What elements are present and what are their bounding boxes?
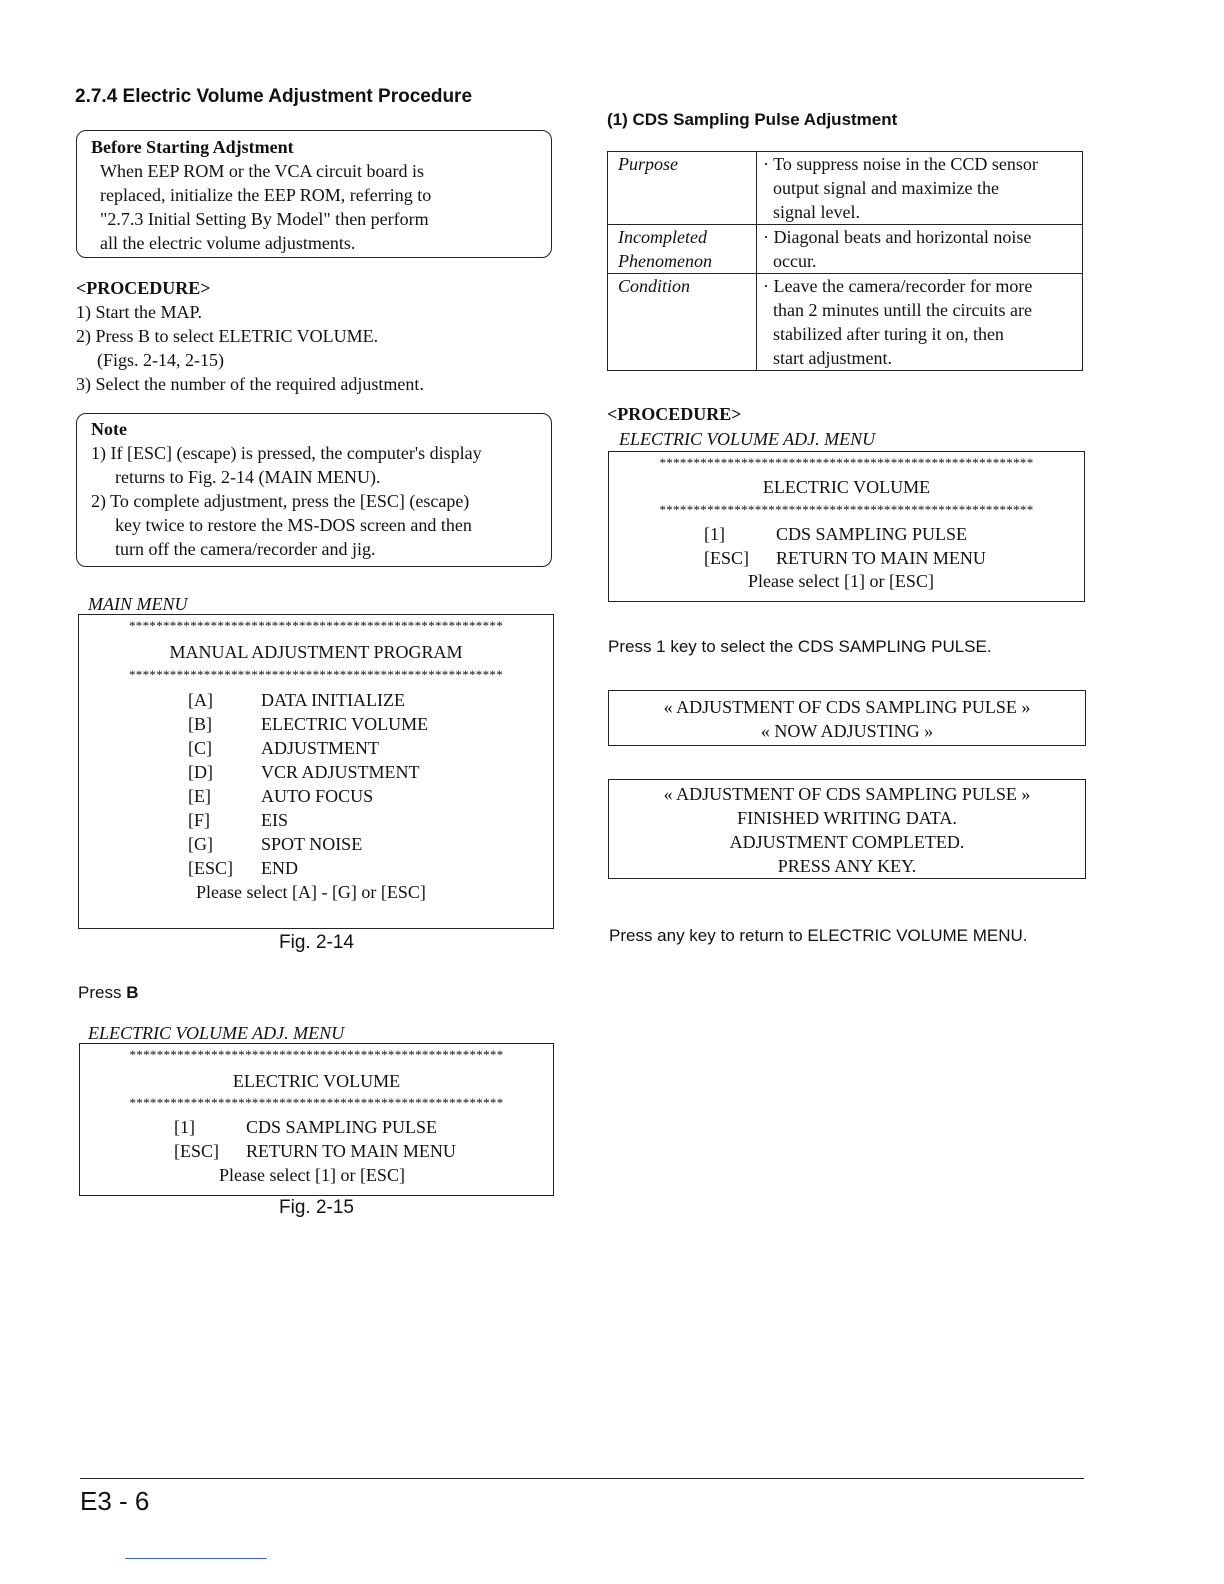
ev-menu-caption: ELECTRIC VOLUME ADJ. MENU [88, 1023, 345, 1043]
stars-divider: ******************************************************* [659, 502, 1034, 517]
spec-label-line: Purpose [618, 154, 678, 174]
spec-text [757, 152, 1083, 225]
menu-key: [1] [704, 524, 725, 544]
note-items [91, 441, 482, 561]
menu-item-f[interactable] [188, 808, 428, 832]
press-b-prefix: Press [78, 983, 127, 1002]
spec-row-condition [608, 274, 1083, 371]
menu-key: [F] [188, 810, 210, 830]
ev-menu-items [704, 522, 986, 570]
main-menu-prompt: Please select [A] - [G] or [ESC] [196, 882, 426, 902]
menu-label: CDS SAMPLING PULSE [776, 524, 968, 544]
ev-menu-caption-right: ELECTRIC VOLUME ADJ. MENU [619, 429, 876, 449]
adjusting-line: « NOW ADJUSTING » [760, 721, 934, 741]
menu-item-e[interactable] [188, 784, 428, 808]
finished-line: « ADJUSTMENT OF CDS SAMPLING PULSE » [663, 784, 1031, 804]
ev-menu-title: ELECTRIC VOLUME [762, 477, 931, 497]
adjusting-line: « ADJUSTMENT OF CDS SAMPLING PULSE » [663, 697, 1031, 717]
menu-key: [E] [188, 786, 211, 806]
stars-divider: ******************************************************* [129, 667, 503, 682]
main-menu-screen [78, 614, 554, 929]
finished-line: PRESS ANY KEY. [777, 856, 917, 876]
fig-caption: Fig. 2-15 [279, 1197, 354, 1218]
menu-label: SPOT NOISE [261, 834, 363, 854]
press-any-text: Press any key to return to ELECTRIC VOLUME MENU. [609, 926, 1028, 945]
footer-link-rule [125, 1558, 267, 1559]
procedure-title: <PROCEDURE> [76, 278, 211, 298]
menu-item-d[interactable] [188, 760, 428, 784]
main-menu-caption: MAIN MENU [88, 594, 188, 614]
spec-row-purpose [608, 152, 1083, 225]
before-line: "2.7.3 Initial Setting By Model" then perform [100, 209, 429, 229]
ev-menu-screen [79, 1043, 554, 1196]
spec-line: than 2 minutes untill the circuits are [773, 300, 1032, 320]
main-menu-title: MANUAL ADJUSTMENT PROGRAM [169, 642, 463, 662]
note-item: turn off the camera/recorder and jig. [115, 539, 376, 559]
menu-key: [A] [188, 690, 213, 710]
menu-item-a[interactable] [188, 688, 428, 712]
menu-key: [ESC] [188, 858, 233, 878]
finished-line: FINISHED WRITING DATA. [737, 808, 957, 828]
before-starting-box [76, 130, 552, 258]
before-line: all the electric volume adjustments. [100, 233, 356, 253]
menu-label: EIS [261, 810, 288, 830]
spec-line: stabilized after turing it on, then [773, 324, 1004, 344]
procedure-step: 1) Start the MAP. [76, 302, 202, 322]
menu-item-esc[interactable] [188, 856, 428, 880]
procedure-right-title: <PROCEDURE> [607, 404, 742, 424]
press-b-text [78, 983, 138, 1003]
ev-menu-prompt: Please select [1] or [ESC] [748, 571, 934, 591]
menu-item-b[interactable] [188, 712, 428, 736]
ev-menu-items [174, 1115, 456, 1163]
before-line: replaced, initialize the EEP ROM, referring to [100, 185, 432, 205]
before-line: When EEP ROM or the VCA circuit board is [100, 161, 424, 181]
procedure-step: 3) Select the number of the required adjustment. [76, 374, 424, 394]
menu-item-1[interactable] [174, 1115, 456, 1139]
procedure-step: 2) Press B to select ELETRIC VOLUME. [76, 326, 379, 346]
press-1-text: Press 1 key to select the CDS SAMPLING PULSE. [608, 637, 992, 656]
spec-text [757, 274, 1083, 371]
procedure-step: (Figs. 2-14, 2-15) [97, 350, 224, 370]
menu-label: RETURN TO MAIN MENU [776, 548, 986, 568]
menu-key: [C] [188, 738, 212, 758]
spec-line: occur. [773, 251, 817, 271]
menu-label: ELECTRIC VOLUME [261, 714, 429, 734]
before-starting-text [100, 159, 431, 255]
spec-label-line: Phenomenon [618, 251, 712, 271]
note-title: Note [91, 419, 127, 439]
menu-label: END [261, 858, 298, 878]
stars-divider: ******************************************************* [129, 618, 503, 633]
spec-label [608, 274, 757, 371]
note-item: 1) If [ESC] (escape) is pressed, the computer's display [91, 443, 482, 463]
menu-key: [D] [188, 762, 213, 782]
menu-label: RETURN TO MAIN MENU [246, 1141, 456, 1161]
procedure-left [76, 276, 424, 396]
spec-line: signal level. [773, 202, 860, 222]
cds-spec-table [607, 151, 1083, 371]
finished-line: ADJUSTMENT COMPLETED. [729, 832, 965, 852]
note-item: returns to Fig. 2-14 (MAIN MENU). [115, 467, 381, 487]
menu-item-esc[interactable] [704, 546, 986, 570]
spec-text [757, 225, 1083, 274]
section-title: 2.7.4 Electric Volume Adjustment Procedure [75, 86, 473, 107]
ev-menu-prompt: Please select [1] or [ESC] [219, 1165, 405, 1185]
spec-label-line: Incompleted [618, 227, 707, 247]
cds-title: (1) CDS Sampling Pulse Adjustment [607, 110, 898, 129]
spec-line: · Leave the camera/recorder for more [763, 276, 1033, 296]
ev-menu-screen-right [608, 451, 1085, 602]
menu-key: [B] [188, 714, 212, 734]
menu-key: [G] [188, 834, 213, 854]
menu-item-c[interactable] [188, 736, 428, 760]
spec-line: · Diagonal beats and horizontal noise [763, 227, 1032, 247]
ev-menu-title: ELECTRIC VOLUME [232, 1071, 401, 1091]
menu-item-1[interactable] [704, 522, 986, 546]
spec-row-phenomenon [608, 225, 1083, 274]
before-starting-title: Before Starting Adjstment [91, 137, 294, 157]
page-number: E3 - 6 [80, 1486, 150, 1516]
note-box [76, 413, 552, 567]
spec-line: · To suppress noise in the CCD sensor [763, 154, 1038, 174]
menu-key: [ESC] [174, 1141, 219, 1161]
stars-divider: ******************************************************* [129, 1095, 504, 1110]
menu-item-esc[interactable] [174, 1139, 456, 1163]
press-b-key: B [126, 983, 139, 1002]
menu-label: AUTO FOCUS [261, 786, 374, 806]
stars-divider: ******************************************************* [659, 455, 1034, 470]
menu-label: ADJUSTMENT [261, 738, 380, 758]
spec-label [608, 152, 757, 225]
menu-label: VCR ADJUSTMENT [261, 762, 420, 782]
spec-line: output signal and maximize the [773, 178, 999, 198]
spec-line: start adjustment. [773, 348, 892, 368]
adjusting-box [608, 690, 1086, 746]
footer-rule [80, 1478, 1084, 1479]
fig-caption: Fig. 2-14 [279, 932, 354, 953]
menu-key: [ESC] [704, 548, 749, 568]
main-menu-items [188, 688, 428, 880]
menu-item-g[interactable] [188, 832, 428, 856]
stars-divider: ******************************************************* [129, 1047, 504, 1062]
spec-label-line: Condition [618, 276, 691, 296]
finished-box [608, 779, 1086, 879]
menu-label: DATA INITIALIZE [261, 690, 406, 710]
note-item: key twice to restore the MS-DOS screen and then [115, 515, 472, 535]
menu-key: [1] [174, 1117, 195, 1137]
spec-label [608, 225, 757, 274]
menu-label: CDS SAMPLING PULSE [246, 1117, 438, 1137]
note-item: 2) To complete adjustment, press the [ESC] (escape) [91, 491, 470, 511]
